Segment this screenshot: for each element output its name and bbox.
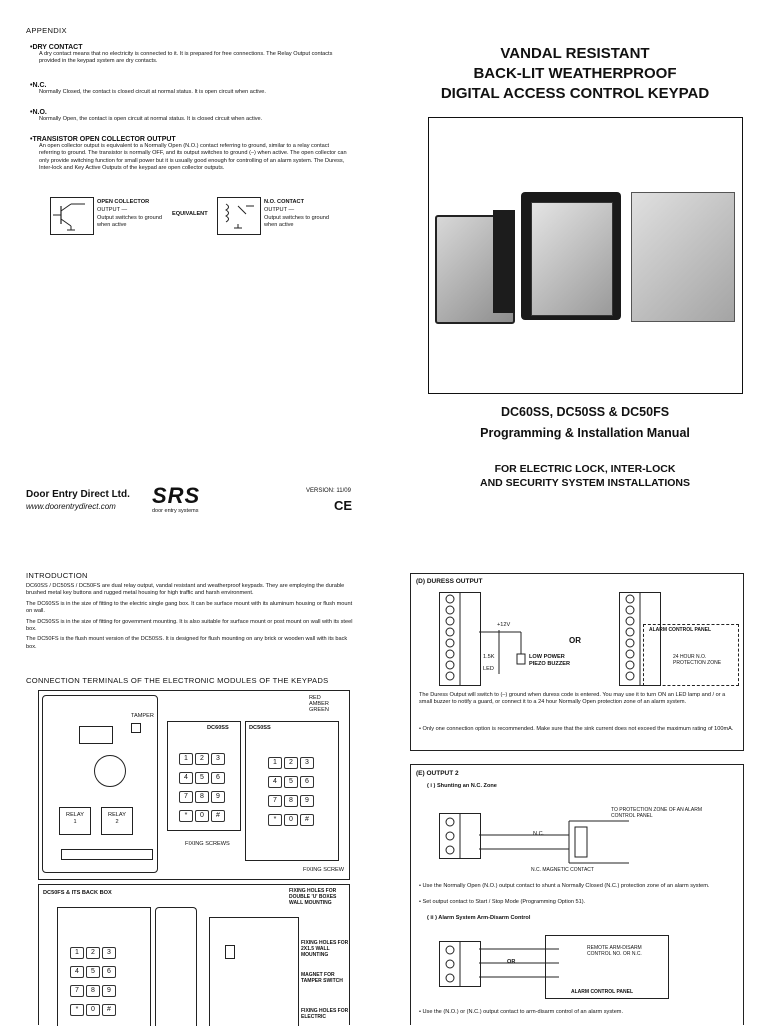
key-8: 8 xyxy=(284,795,298,807)
key-star: * xyxy=(268,814,282,826)
relay-1-label: RELAY xyxy=(66,812,84,818)
dc50fs-keys xyxy=(69,941,129,1017)
tamper-label: TAMPER xyxy=(131,713,154,719)
output2-bullet-3: • Use the (N.O.) or (N.C.) output contact to arm-disarm control of an alarm system. xyxy=(419,1009,624,1015)
alarm-control-panel-label: ALARM CONTROL PANEL xyxy=(571,989,634,995)
protection-zone-target: TO PROTECTION ZONE OF AN ALARM CONTROL PANEL xyxy=(611,807,703,819)
no-text: Normally Open, the contact is open circuit at normal status. It is closed circuit when active. xyxy=(39,116,263,122)
duress-or: OR xyxy=(569,636,581,645)
oc-desc: Output switches to ground when active xyxy=(97,215,162,229)
arm-disarm-or: OR xyxy=(507,959,516,965)
key-7: 7 xyxy=(179,791,193,803)
key-1: 1 xyxy=(179,753,193,765)
nc-contact-label: N.C. MAGNETIC CONTACT xyxy=(531,867,594,873)
output-2-box xyxy=(410,764,744,1025)
led-red-label: RED xyxy=(309,695,321,701)
duress-note-text: Only one connection option is recommended. Make sure that the sink current does not exceed the maximum rating of 100mA. xyxy=(422,726,734,732)
purpose-text xyxy=(430,462,740,490)
led-label: LED xyxy=(483,666,494,672)
duress-heading: (D) DURESS OUTPUT xyxy=(416,578,483,585)
magnet-label: MAGNET FOR TAMPER SWITCH xyxy=(301,972,343,984)
output2-terminal-block-1 xyxy=(439,813,481,859)
introduction-heading: INTRODUCTION xyxy=(26,571,88,580)
key-6: 6 xyxy=(102,966,116,978)
tamper-magnet xyxy=(225,945,235,959)
output2-bullet-3-text: Use the (N.O.) or (N.C.) output contact to arm-disarm control of an alarm system. xyxy=(422,1009,624,1015)
ce-mark: CE xyxy=(334,498,353,513)
terminal-strip-bottom xyxy=(61,849,153,860)
key-9: 9 xyxy=(300,795,314,807)
connection-diagram-box xyxy=(38,690,350,880)
transistor-title: • TRANSISTOR OPEN COLLECTOR OUTPUT xyxy=(30,136,350,143)
output2-bullet-2: • Set output contact to Start / Stop Mode (Programming Option 51). xyxy=(419,899,586,905)
output2-bullet-1: • Use the Normally Open (N.O.) output contact to shunt a Normally Closed (N.C.) protection zone of an alarm system. xyxy=(419,883,710,889)
relay-1-number: 1 xyxy=(73,819,77,826)
buzzer-circle xyxy=(94,755,126,787)
led-green-label: GREEN xyxy=(309,707,329,713)
arm-disarm-subheading: ( ii ) Alarm System Arm-Disarm Control xyxy=(427,915,531,921)
fixing-screws-label: FIXING SCREWS xyxy=(185,841,230,847)
fixing-holes-u-boxes-label: FIXING HOLES FOR DOUBLE 'U' BOXES WALL MOUNTING xyxy=(289,888,337,906)
board-chip xyxy=(79,726,113,744)
key-4: 4 xyxy=(179,772,193,784)
intro-paragraph-4: The DC50FS is the flush mount version of the DC50SS. It is designed for flush mounting on any brick or wooden wall with its back box. xyxy=(26,636,348,650)
key-3: 3 xyxy=(300,757,314,769)
dc60ss-label: DC60SS xyxy=(207,725,229,731)
dc50fs-keypad-image xyxy=(631,192,735,322)
appendix-heading: APPENDIX xyxy=(26,26,67,35)
key-7: 7 xyxy=(268,795,282,807)
oc-label: OPEN COLLECTOR xyxy=(97,199,150,205)
fixing-holes-electric-label: FIXING HOLES FOR ELECTRIC xyxy=(301,1008,349,1020)
connection-heading: CONNECTION TERMINALS OF THE ELECTRONIC MODULES OF THE KEYPADS xyxy=(26,676,329,685)
no-contact-desc: Output switches to ground when active xyxy=(264,215,329,229)
key-star: * xyxy=(179,810,193,822)
company-website[interactable]: www.doorentrydirect.com xyxy=(26,502,116,511)
key-3: 3 xyxy=(102,947,116,959)
key-7: 7 xyxy=(70,985,84,997)
tamper-switch xyxy=(131,723,141,733)
dry-contact-text: A dry contact means that no electricity is connected to it. It is prepared for free connections. The Relay Output contacts provided in the keypad system are dry contacts. xyxy=(39,51,333,65)
cover-title-line-2: BACK-LIT WEATHERPROOF xyxy=(473,65,677,82)
key-hash: # xyxy=(102,1004,116,1016)
duress-description: The Duress Output will switch to (–) ground when duress code is entered. You may use it to turn ON an LED lamp and / or a small buzzer to notify a guard, or connect it to a 24 hour Normally Open protection zone of an alarm system. xyxy=(419,692,726,706)
relay-1 xyxy=(59,807,91,835)
equivalent-label: EQUIVALENT xyxy=(172,211,208,217)
relay-2-label: RELAY xyxy=(108,812,126,818)
key-1: 1 xyxy=(268,757,282,769)
introduction-text xyxy=(26,583,358,651)
key-1: 1 xyxy=(70,947,84,959)
fixing-holes-2x15-label: FIXING HOLES FOR 2X1.5 WALL MOUNTING xyxy=(301,940,349,958)
dc50fs-heading: DC50FS & ITS BACK BOX xyxy=(43,890,112,896)
intro-paragraph-1: DC60SS / DC50SS / DC50FS are dual relay output, vandal resistant and weatherproof keypads. They are employing the durable brushed metal key buttons and rugged metal housing for high traffic and harsh environment. xyxy=(26,583,345,597)
transistor-section xyxy=(30,136,350,173)
product-photo-frame xyxy=(428,117,743,394)
purpose-line-1: FOR ELECTRIC LOCK, INTER-LOCK xyxy=(494,463,676,475)
dry-contact-section xyxy=(30,44,350,66)
no-title: • N.O. xyxy=(30,109,350,116)
no-contact-output: OUTPUT — xyxy=(264,207,295,213)
intro-paragraph-3: The DC50SS is in the size of fitting for government mounting. It is also suitable for surface mount or post mount on wall with its steel box. xyxy=(26,618,353,633)
dry-contact-title: • DRY CONTACT xyxy=(30,44,350,51)
key-6: 6 xyxy=(211,772,225,784)
dc50fs-diagram-box xyxy=(38,884,350,1025)
key-hash: # xyxy=(211,810,225,822)
dc60ss-keys xyxy=(178,747,230,823)
key-9: 9 xyxy=(211,791,225,803)
key-5: 5 xyxy=(195,772,209,784)
key-4: 4 xyxy=(268,776,282,788)
key-8: 8 xyxy=(86,985,100,997)
company-name: Door Entry Direct Ltd. xyxy=(26,489,130,500)
srs-logo-sub: door entry systems xyxy=(152,508,199,514)
srs-logo: SRS xyxy=(152,483,201,508)
key-5: 5 xyxy=(284,776,298,788)
v12-label: +12V xyxy=(497,622,511,628)
key-6: 6 xyxy=(300,776,314,788)
dc50ss-label: DC50SS xyxy=(249,725,271,731)
key-5: 5 xyxy=(86,966,100,978)
nc-label: N.C. xyxy=(533,831,545,837)
output2-terminal-block-2 xyxy=(439,941,481,987)
models-line: DC60SS, DC50SS & DC50FS xyxy=(500,405,670,419)
no-section xyxy=(30,109,350,123)
output2-bullet-1-text: Use the Normally Open (N.O.) output contact to shunt a Normally Closed (N.C.) protection zone of an alarm system. xyxy=(422,883,710,889)
key-hash: # xyxy=(300,814,314,826)
key-star: * xyxy=(70,1004,84,1016)
open-collector-symbol xyxy=(50,197,94,235)
cover-title-line-3: DIGITAL ACCESS CONTROL KEYPAD xyxy=(440,85,710,102)
key-2: 2 xyxy=(284,757,298,769)
purpose-line-2: AND SECURITY SYSTEM INSTALLATIONS xyxy=(479,477,690,489)
duress-note: • Only one connection option is recommended. Make sure that the sink current does not exceed the maximum rating of 100mA. xyxy=(419,726,734,732)
cover-title xyxy=(410,44,740,104)
dc50fs-back-box xyxy=(209,917,299,1026)
duress-output-box xyxy=(410,573,744,751)
key-2: 2 xyxy=(86,947,100,959)
no-contact-symbol xyxy=(217,197,261,235)
intro-paragraph-2: The DC60SS is in the size of fitting to the electric single gang box. It can be surface mount with its aluminum housing or flush mount on wall. xyxy=(26,600,353,615)
dc50ss-keypad-image xyxy=(531,202,613,316)
dc50fs-side-view xyxy=(155,907,197,1026)
protection-zone-label: 24 HOUR N.O. PROTECTION ZONE xyxy=(673,654,722,666)
version-label: VERSION: 11/09 xyxy=(306,488,351,494)
output2-bullet-2-text: Set output contact to Start / Stop Mode (Programming Option 51). xyxy=(422,899,586,905)
nc-section xyxy=(30,82,350,96)
cover-title-line-1: VANDAL RESISTANT xyxy=(500,45,650,62)
no-contact-label: N.O. CONTACT xyxy=(264,199,304,205)
led-labels xyxy=(309,695,329,713)
key-4: 4 xyxy=(70,966,84,978)
resistor-label: 1.5K xyxy=(483,654,495,660)
shunting-subheading: ( i ) Shunting an N.C. Zone xyxy=(427,783,497,789)
relay-2-number: 2 xyxy=(115,819,119,826)
nc-text: Normally Closed, the contact is closed circuit at normal status. It is open circuit when active. xyxy=(39,89,266,95)
key-0: 0 xyxy=(284,814,298,826)
dc50ss-keys xyxy=(267,751,327,827)
dc60ss-housing xyxy=(493,210,515,313)
alarm-panel-label: ALARM CONTROL PANEL xyxy=(649,627,712,633)
nc-title: • N.C. xyxy=(30,82,350,89)
duress-wiring-left xyxy=(411,574,571,674)
key-9: 9 xyxy=(102,985,116,997)
buzzer-label: LOW POWER PIEZO BUZZER xyxy=(529,654,571,668)
relay-2 xyxy=(101,807,133,835)
key-2: 2 xyxy=(195,753,209,765)
key-3: 3 xyxy=(211,753,225,765)
output-2-heading: (E) OUTPUT 2 xyxy=(416,770,459,777)
oc-output: OUTPUT — xyxy=(97,207,128,213)
remote-control-label: REMOTE ARM-DISARM CONTROL NO. OR N.C. xyxy=(587,945,642,958)
key-0: 0 xyxy=(86,1004,100,1016)
key-0: 0 xyxy=(195,810,209,822)
manual-line: Programming & Installation Manual xyxy=(480,426,690,440)
led-amber-label: AMBER xyxy=(309,701,329,707)
transistor-text: An open collector output is equivalent to a Normally Open (N.O.) contact referring to ground, similar to a relay contact referring to ground. The transistor is normally OFF, and its output switches to ground (–) when active. The open collector can only provide switching function for small power but it is usually good enough for controlling of an alarm system. The Duress, Inter-lock and Key Active Outputs of the keypad are open collector outputs. xyxy=(39,143,347,172)
fixing-screw-label: FIXING SCREW xyxy=(303,867,345,873)
key-8: 8 xyxy=(195,791,209,803)
